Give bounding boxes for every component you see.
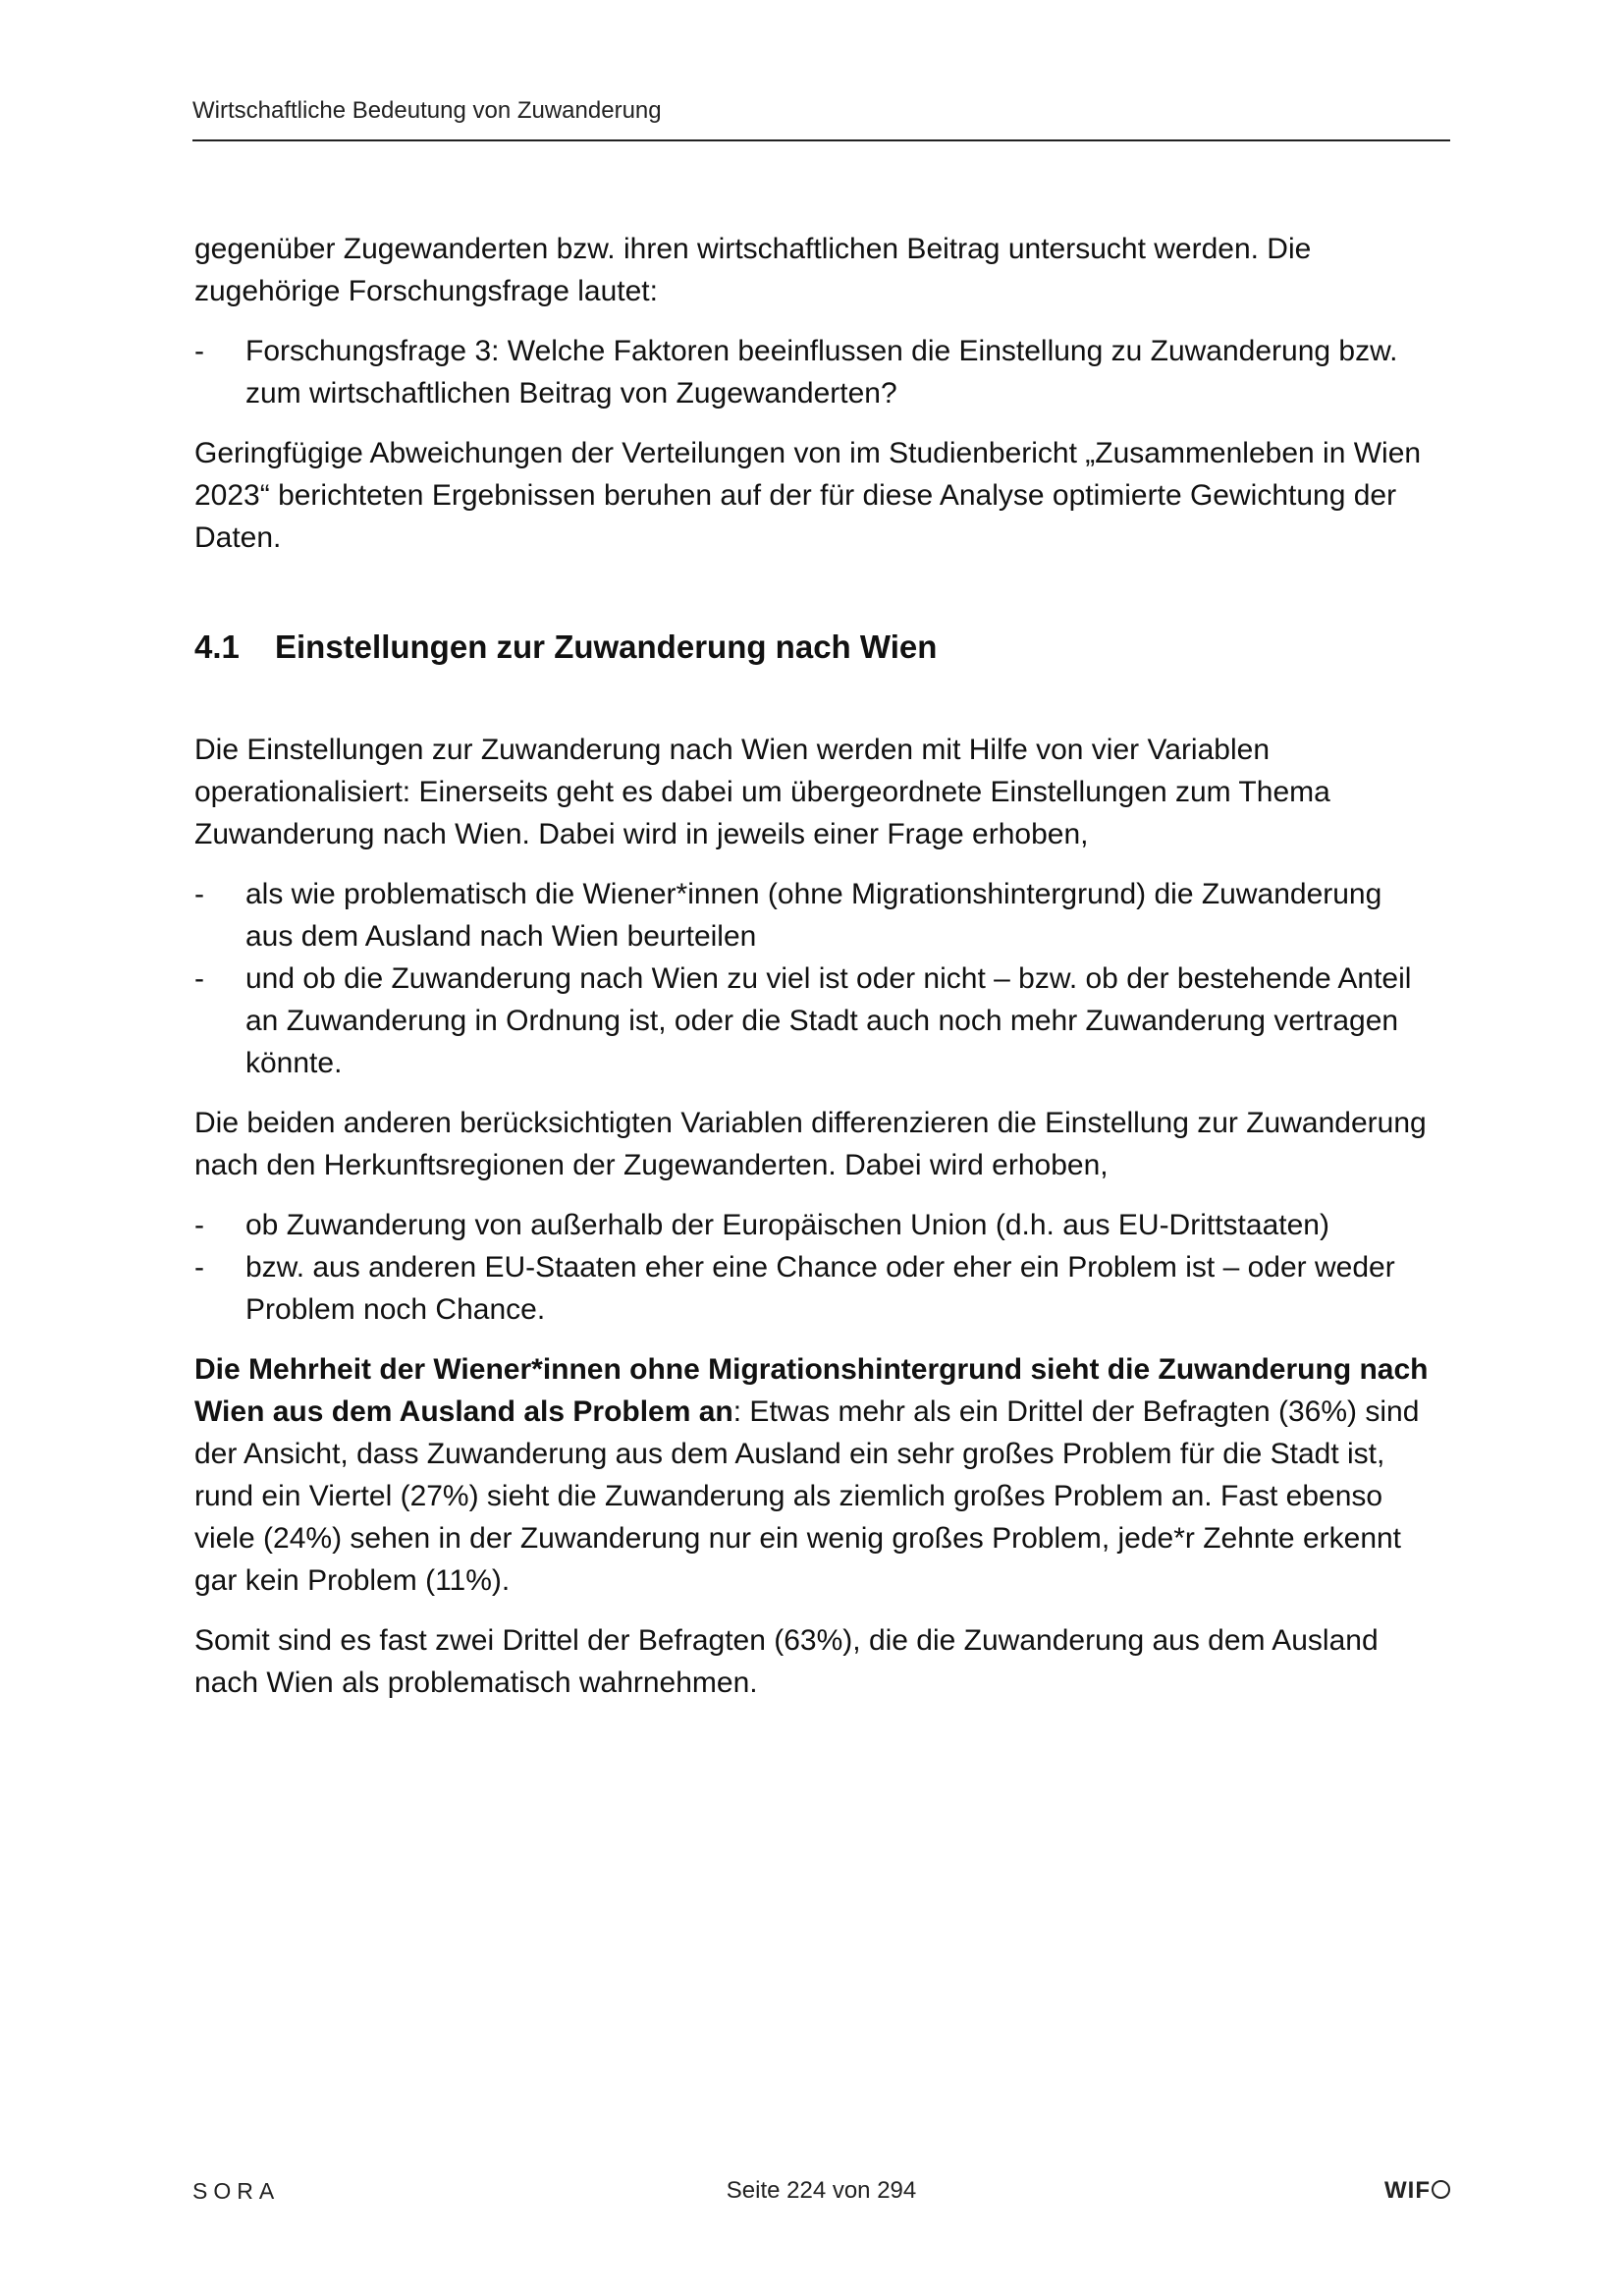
bullet-dash: -: [194, 878, 204, 910]
list-item: [194, 1246, 1436, 1331]
section-number: 4.1: [194, 629, 240, 665]
section-intro: Die Einstellungen zur Zuwanderung nach Wien werden mit Hilfe von vier Variablen operationalisiert: Einerseits geht es dabei um übergeordnete Einstellungen zum Thema Zuwanderung nach Wien. Dabei wird in jeweils einer Frage erhoben,: [194, 734, 1330, 850]
document-body: [194, 228, 1436, 1704]
page-header: [192, 96, 1450, 141]
section-title: Einstellungen zur Zuwanderung nach Wien: [275, 629, 938, 665]
research-question-text: Forschungsfrage 3: Welche Faktoren beeinflussen die Einstellung zu Zuwanderung bzw. zum wirtschaftlichen Beitrag von Zugewanderten?: [245, 335, 1398, 410]
bullet-dash: -: [194, 1209, 204, 1241]
wifo-logo-letters: WIF: [1384, 2177, 1431, 2204]
page-number: Seite 224 von 294: [726, 2177, 917, 2204]
research-question-list: [194, 330, 1436, 414]
finding-text: : Etwas mehr als ein Drittel der Befragten (36%) sind der Ansicht, dass Zuwanderung aus dem Ausland ein sehr großes Problem für die Stadt ist, rund ein Viertel (27%) sieht die Zuwanderung als ziemlich großes Problem an. Fast ebenso viele (24%) sehen in der Zuwanderung nur ein wenig großes Problem, jede*r Zehnte erkennt gar kein Problem (11%).: [194, 1395, 1420, 1597]
general-items-list: [194, 873, 1436, 1084]
conclusion-paragraph: Somit sind es fast zwei Drittel der Befragten (63%), die die Zuwanderung aus dem Ausland nach Wien als problematisch wahrnehmen.: [194, 1624, 1379, 1699]
origin-intro: Die beiden anderen berücksichtigten Variablen differenzieren die Einstellung zur Zuwanderung nach den Herkunftsregionen der Zugewanderten. Dabei wird erhoben,: [194, 1107, 1427, 1181]
list-item: [194, 330, 1436, 414]
wifo-logo: [1384, 2175, 1450, 2207]
deviation-note: Geringfügige Abweichungen der Verteilungen von im Studienbericht „Zusammenleben in Wien 2023“ berichteten Ergebnissen beruhen auf der für diese Analyse optimierte Gewichtung der Daten.: [194, 437, 1422, 554]
intro-paragraph: gegenüber Zugewanderten bzw. ihren wirtschaftlichen Beitrag untersucht werden. Die zugehörige Forschungsfrage lautet:: [194, 233, 1312, 307]
section-heading: [194, 626, 1436, 668]
list-item-text: und ob die Zuwanderung nach Wien zu viel ist oder nicht – bzw. ob der bestehende Anteil an Zuwanderung in Ordnung ist, oder die Stadt auch noch mehr Zuwanderung vertragen könnte.: [245, 962, 1412, 1079]
bullet-dash: -: [194, 962, 204, 995]
finding-paragraph: [194, 1348, 1436, 1602]
footer-sora: SORA: [192, 2178, 281, 2204]
wifo-logo-circle: [1432, 2180, 1450, 2199]
list-item-text: als wie problematisch die Wiener*innen (ohne Migrationshintergrund) die Zuwanderung aus dem Ausland nach Wien beurteilen: [245, 878, 1382, 953]
header-title: Wirtschaftliche Bedeutung von Zuwanderung: [192, 97, 662, 124]
origin-items-list: [194, 1204, 1436, 1331]
page-footer: [192, 2175, 1450, 2207]
finding-bold: Die Mehrheit der Wiener*innen ohne Migrationshintergrund sieht die Zuwanderung nach Wien aus dem Ausland als Problem an: [194, 1353, 1429, 1428]
list-item: [194, 957, 1436, 1084]
list-item: [194, 1204, 1436, 1246]
list-item-text: ob Zuwanderung von außerhalb der Europäischen Union (d.h. aus EU-Drittstaaten): [245, 1209, 1329, 1241]
list-item-text: bzw. aus anderen EU-Staaten eher eine Chance oder eher ein Problem ist – oder weder Problem noch Chance.: [245, 1251, 1395, 1326]
bullet-dash: -: [194, 335, 204, 367]
bullet-dash: -: [194, 1251, 204, 1284]
list-item: [194, 873, 1436, 957]
